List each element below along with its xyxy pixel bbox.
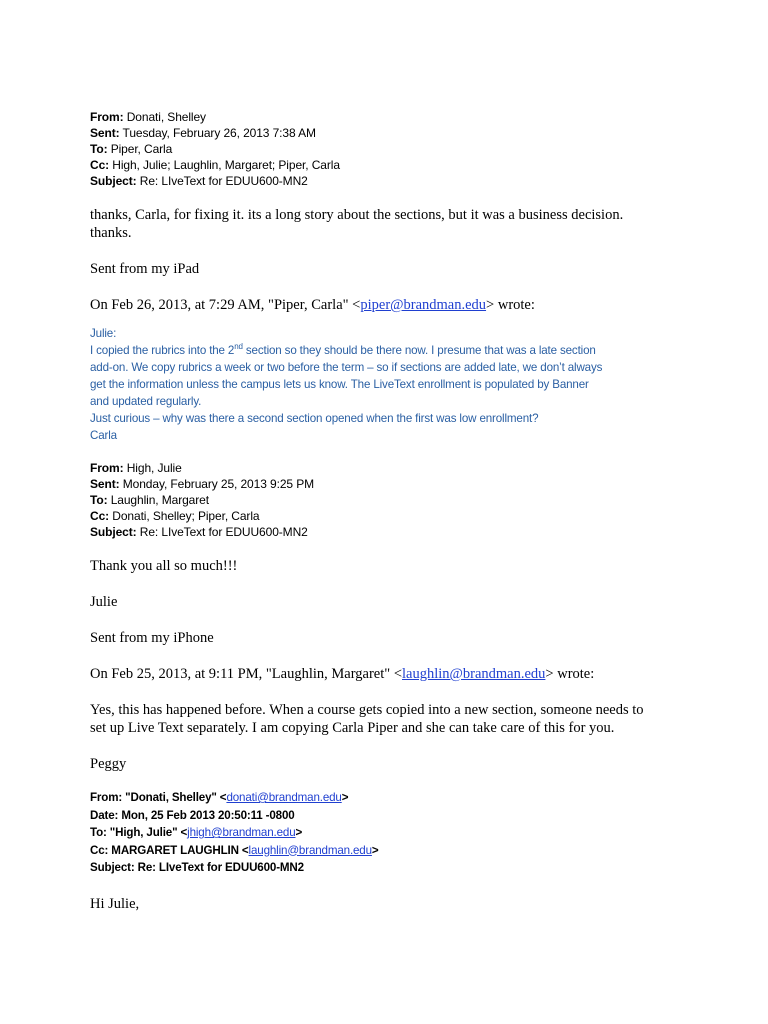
cc-value: High, Julie; Laughlin, Margaret; Piper, Carla (112, 158, 340, 172)
reply-line: and updated regularly. (90, 395, 202, 408)
quote-suffix: > wrote: (486, 297, 535, 313)
email-header-2 (90, 460, 690, 540)
sent-value: Tuesday, February 26, 2013 7:38 AM (122, 126, 316, 140)
signature-carla: Carla (90, 429, 117, 442)
to-value: Laughlin, Margaret (110, 493, 209, 507)
reply-line: Yes, this has happened before. When a course gets copied into a new section, someone needs to (90, 702, 644, 718)
subject-label: Subject: (90, 174, 137, 188)
quote-attribution-2 (90, 665, 690, 683)
subject-value: Re: LIveText for EDUU600-MN2 (139, 525, 308, 539)
to-label: To: (90, 826, 107, 839)
subject-label: Subject: (90, 861, 135, 874)
quote-attribution-1 (90, 296, 690, 314)
quote-prefix: On Feb 25, 2013, at 9:11 PM, "Laughlin, Margaret" < (90, 666, 402, 682)
from-value: Donati, Shelley (126, 110, 206, 124)
quoted-reply-carla (90, 325, 690, 444)
from-value: High, Julie (126, 461, 182, 475)
subject-label: Subject: (90, 525, 137, 539)
subject-value: Re: LIveText for EDUU600-MN2 (139, 174, 308, 188)
sent-value: Monday, February 25, 2013 9:25 PM (122, 477, 315, 491)
to-label: To: (90, 142, 108, 156)
email-link-laughlin-cc[interactable]: laughlin@brandman.edu (248, 843, 372, 857)
reply-line: set up Live Text separately. I am copying Carla Piper and she can take care of this for you. (90, 720, 615, 736)
cc-label: Cc: (90, 843, 109, 857)
quoted-reply-peggy (90, 701, 690, 737)
quote-prefix: On Feb 26, 2013, at 7:29 AM, "Piper, Carla" < (90, 297, 361, 313)
sent-label: Sent: (90, 477, 120, 491)
body-line: thanks, Carla, for fixing it. its a long story about the sections, but it was a business decision. (90, 207, 624, 223)
date-value: Mon, 25 Feb 2013 20:50:11 -0800 (118, 808, 295, 822)
date-label: Date: (90, 808, 119, 822)
greeting-hi-julie: Hi Julie, (90, 895, 140, 912)
cc-label: Cc: (90, 509, 110, 523)
document-page (90, 109, 690, 913)
reply-line: I copied the rubrics into the 2nd section so they should be there now. I presume that was a late section (90, 342, 596, 357)
signature-peggy: Peggy (90, 756, 127, 772)
quote-suffix: > wrote: (545, 666, 595, 682)
email-link-jhigh[interactable]: jhigh@brandman.edu (187, 826, 296, 839)
greeting: Julie: (90, 327, 117, 340)
from-label: From: (90, 791, 123, 804)
to-value: Piper, Carla (110, 142, 173, 156)
subject-value: Re: LIveText for EDUU600-MN2 (134, 861, 304, 874)
name-julie: Julie (90, 594, 118, 610)
cc-label: Cc: (90, 158, 110, 172)
email-link-laughlin[interactable]: laughlin@brandman.edu (402, 666, 546, 682)
body-line: thanks. (90, 225, 132, 241)
reply-line: add-on. We copy rubrics a week or two before the term – so if sections are added late, we don’t always (90, 361, 603, 374)
reply-line: Just curious – why was there a second section opened when the first was low enrollment? (90, 412, 539, 425)
email-body-2: Thank you all so much!!! (90, 558, 238, 574)
sent-label: Sent: (90, 126, 120, 140)
from-label: From: (90, 110, 124, 124)
email-link-donati[interactable]: donati@brandman.edu (226, 791, 342, 804)
email-header-3: From: "Donati, Shelley" <donati@brandman.edu> Date: Mon, 25 Feb 2013 20:50:11 -0800 To: "High, Julie" <jhigh@brandman.edu> Cc: MARGARET LAUGHLIN <laughlin@brandman.edu> Subject: Re: LIveText for EDUU600-MN2 (90, 791, 379, 874)
signature-ipad: Sent from my iPad (90, 261, 200, 277)
from-label: From: (90, 461, 124, 475)
email-body-1 (90, 206, 690, 242)
email-link-piper[interactable]: piper@brandman.edu (360, 297, 487, 313)
signature-iphone: Sent from my iPhone (90, 630, 214, 646)
email-header-1 (90, 109, 690, 189)
cc-value: Donati, Shelley; Piper, Carla (112, 509, 260, 523)
reply-line: get the information unless the campus lets us know. The LiveText enrollment is populated by Banner (90, 378, 589, 391)
to-label: To: (90, 493, 108, 507)
